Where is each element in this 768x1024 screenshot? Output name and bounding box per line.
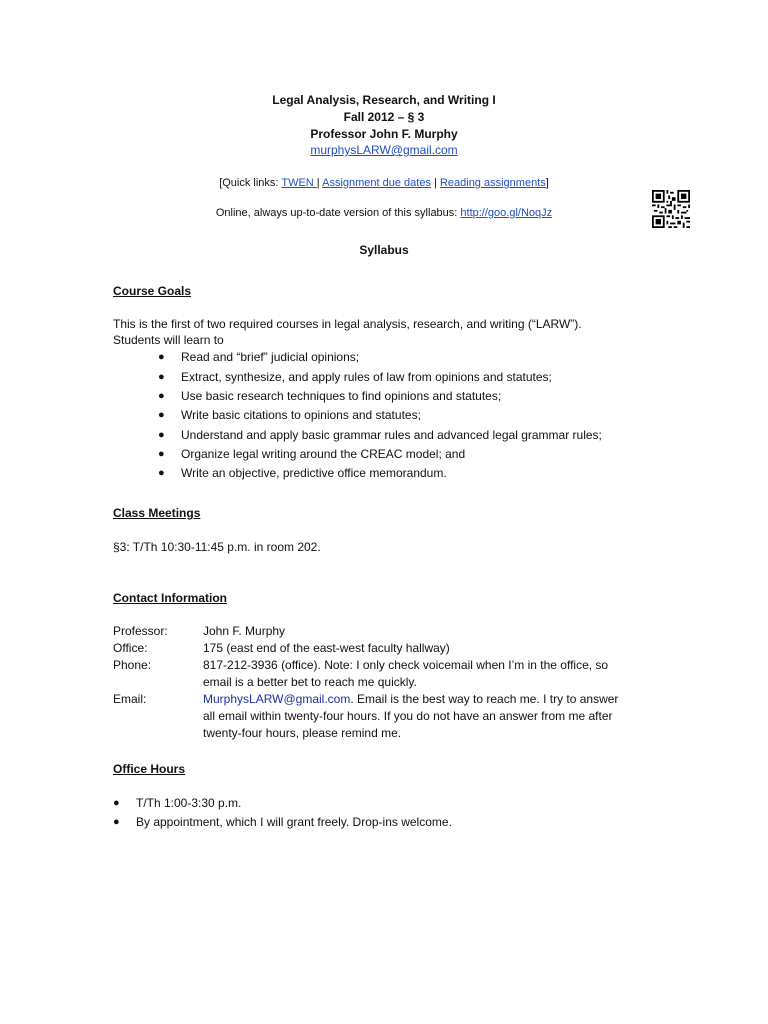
bullet-icon: ● [158, 467, 165, 479]
qr-code-icon [652, 190, 690, 228]
course-goals-intro-cont: Students will learn to [113, 333, 224, 347]
syllabus-heading: Syllabus [359, 243, 409, 257]
bullet-icon: ● [113, 797, 120, 809]
quick-links-prefix: [Quick links: [219, 177, 282, 189]
email-value-cont2: twenty-four hours, please remind me. [203, 726, 402, 740]
professor-label: Professor: [113, 624, 168, 638]
phone-value-cont: email is a better bet to reach me quickly. [203, 675, 417, 689]
course-goals-heading: Course Goals [113, 284, 192, 298]
online-version-text: Online, always up-to-date version of this syllabus: [215, 207, 461, 219]
list-item: Extract, synthesize, and apply rules of law from opinions and statutes; [181, 370, 552, 384]
course-goals-intro: This is the first of two required courses in legal analysis, research, and writing (“LARW”). [113, 317, 582, 331]
list-item: Write an objective, predictive office memorandum. [181, 466, 447, 480]
list-item: Write basic citations to opinions and statutes; [181, 408, 421, 422]
quick-links [0, 177, 768, 189]
phone-label: Phone: [113, 658, 152, 672]
email-label: Email: [113, 692, 147, 706]
reading-assignments-link[interactable]: Reading assignments [439, 177, 546, 189]
list-item: Organize legal writing around the CREAC model; and [181, 447, 466, 461]
course-term: Fall 2012 – § 3 [343, 110, 425, 124]
office-hours-heading: Office Hours [113, 762, 186, 776]
phone-value: 817-212-3936 (office). Note: I only check voicemail when I’m in the office, so [203, 658, 609, 672]
professor-value: John F. Murphy [203, 624, 286, 638]
bullet-icon: ● [113, 816, 120, 828]
list-item: Understand and apply basic grammar rules and advanced legal grammar rules; [181, 428, 602, 442]
header-email-link[interactable]: murphysLARW@gmail.com [310, 143, 458, 157]
list-item: Use basic research techniques to find opinions and statutes; [181, 389, 502, 403]
class-meetings-text: §3: T/Th 10:30-11:45 p.m. in room 202. [113, 540, 321, 554]
professor-name: Professor John F. Murphy [310, 127, 458, 141]
bullet-icon: ● [158, 448, 165, 460]
quick-links-suffix: ] [545, 177, 549, 189]
email-value-text: . Email is the best way to reach me. I try to answer [350, 692, 619, 706]
office-value: 175 (east end of the east-west faculty hallway) [203, 641, 450, 655]
quick-links-sep: | [316, 177, 323, 189]
list-item: By appointment, which I will grant freely. Drop-ins welcome. [136, 815, 452, 829]
contact-heading: Contact Information [113, 591, 227, 605]
class-meetings-heading: Class Meetings [113, 506, 201, 520]
email-address[interactable]: MurphysLARW@gmail.com [203, 692, 351, 706]
quick-links-sep: | [430, 177, 440, 189]
office-label: Office: [113, 641, 148, 655]
assignment-due-dates-link[interactable]: Assignment due dates [322, 177, 431, 189]
bullet-icon: ● [158, 351, 165, 363]
header-email-line [0, 143, 768, 157]
email-value [203, 692, 618, 706]
list-item: T/Th 1:00-3:30 p.m. [136, 796, 242, 810]
course-title: Legal Analysis, Research, and Writing I [272, 93, 496, 107]
bullet-icon: ● [158, 390, 165, 402]
bullet-icon: ● [158, 429, 165, 441]
bullet-icon: ● [158, 409, 165, 421]
bullet-icon: ● [158, 371, 165, 383]
online-version-link[interactable]: http://goo.gl/NoqJz [460, 207, 553, 219]
email-value-cont: all email within twenty-four hours. If you do not have an answer from me after [203, 709, 613, 723]
twen-link[interactable]: TWEN [281, 177, 317, 189]
list-item: Read and “brief” judicial opinions; [181, 350, 360, 364]
